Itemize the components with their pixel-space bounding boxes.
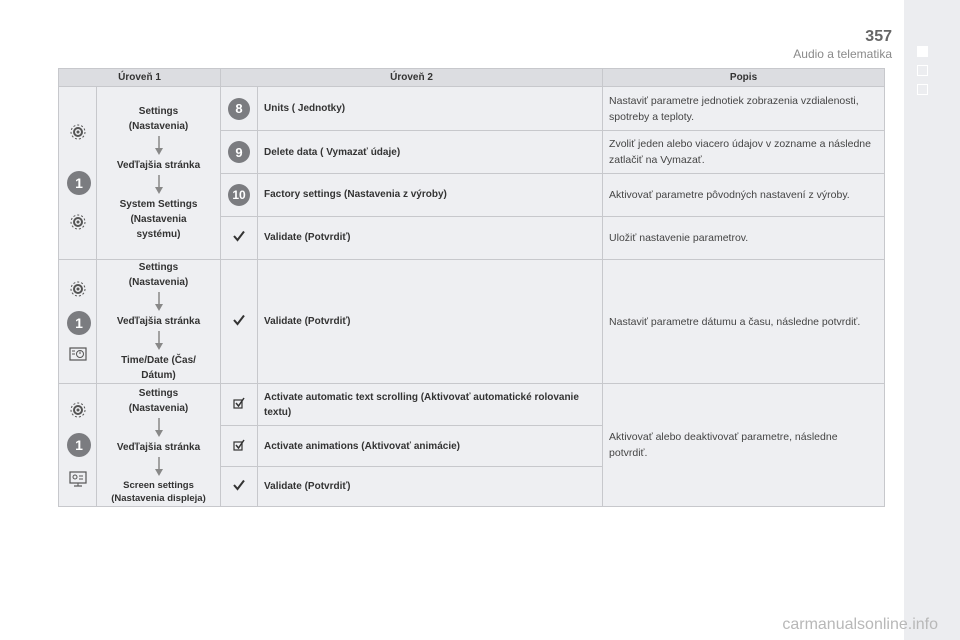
level1-item: Settings: [138, 262, 179, 273]
row-marker: [221, 216, 258, 259]
row-marker: [221, 87, 258, 131]
level1-item: (Nastavenia): [128, 277, 189, 288]
level1-item: systému): [136, 229, 181, 240]
level1-item: Veďľajšia stránka: [116, 441, 201, 453]
arrow-down-icon: [153, 418, 165, 438]
level2-label: Validate (Potvrdiť): [258, 216, 603, 259]
level2-label: Activate animations (Aktivovať animácie): [258, 426, 603, 466]
row-marker: [221, 384, 258, 426]
level1-item: (Nastavenia: [130, 214, 187, 225]
settings-icon: [69, 401, 87, 419]
level1-item: Veďľajšia stránka: [116, 160, 201, 171]
table-header: [59, 69, 885, 87]
row-description: Nastaviť parametre dátumu a času, následne potvrdiť.: [603, 260, 885, 384]
tab-marker-empty: [917, 65, 928, 76]
level1-item: Screen settings: [123, 479, 194, 491]
level1-item: (Nastavenia): [128, 121, 189, 132]
clock-icon: [69, 345, 87, 363]
row-marker: [221, 174, 258, 217]
checkbox-checked-icon: [233, 439, 245, 451]
level1-item: (Nastavenia displeja): [111, 492, 206, 504]
table-row: [59, 384, 885, 426]
level-badge: 1: [67, 311, 91, 335]
level1-item: Dátum): [141, 370, 176, 381]
settings-icon: [69, 213, 87, 231]
row-description: Aktivovať parametre pôvodných nastavení z výroby.: [603, 174, 885, 217]
level1-path: [97, 384, 221, 507]
section-title: Audio a telematika: [793, 47, 892, 61]
row-description: Aktivovať alebo deaktivovať parametre, následne potvrdiť.: [603, 384, 885, 507]
level1-item: Settings: [138, 387, 179, 399]
row-description: Uložiť nastavenie parametrov.: [603, 216, 885, 259]
header-level2: Úroveň 2: [221, 69, 603, 87]
level1-item: Settings: [138, 106, 179, 117]
page-number: 357: [865, 28, 892, 45]
row-marker: [221, 260, 258, 384]
row-description: Nastaviť parametre jednotiek zobrazenia vzdialenosti, spotreby a teploty.: [603, 87, 885, 131]
checkmark-icon: [233, 479, 245, 491]
checkmark-icon: [233, 314, 245, 326]
level2-label: Validate (Potvrdiť): [258, 260, 603, 384]
step-number-badge: 10: [228, 184, 250, 206]
icon-column: [59, 87, 97, 260]
level2-label: Validate (Potvrdiť): [258, 466, 603, 506]
level1-item: (Nastavenia): [128, 402, 189, 414]
level2-label: Units ( Jednotky): [258, 87, 603, 131]
arrow-down-icon: [153, 175, 165, 195]
arrow-down-icon: [153, 136, 165, 156]
level1-path: [97, 260, 221, 384]
level2-label: Factory settings (Nastavenia z výroby): [258, 174, 603, 217]
tab-marker-empty: [917, 84, 928, 95]
level1-path: [97, 87, 221, 260]
row-description: Zvoliť jeden alebo viacero údajov v zozname a následne zatlačiť na Vymazať.: [603, 131, 885, 174]
arrow-down-icon: [153, 292, 165, 312]
checkmark-icon: [233, 230, 245, 242]
arrow-down-icon: [153, 457, 165, 477]
header-description: Popis: [603, 69, 885, 87]
icon-column: [59, 384, 97, 507]
checkbox-checked-icon: [233, 397, 245, 409]
row-marker: [221, 466, 258, 506]
settings-icon: [69, 280, 87, 298]
level1-item: Veďľajšia stránka: [116, 316, 201, 327]
settings-icon: [69, 123, 87, 141]
watermark: carmanualsonline.info: [782, 616, 938, 633]
side-tab-bar: [904, 0, 960, 640]
level2-label: Activate automatic text scrolling (Aktivovať automatické rolovanie textu): [258, 384, 603, 426]
level-badge: 1: [67, 433, 91, 457]
screen-icon: [69, 470, 87, 488]
level-badge: 1: [67, 171, 91, 195]
level2-label: Delete data ( Vymazať údaje): [258, 131, 603, 174]
tab-marker-filled: [917, 46, 928, 57]
step-number-badge: 8: [228, 98, 250, 120]
table-row: [59, 87, 885, 131]
level1-item: Time/Date (Čas/: [121, 355, 196, 366]
table-row: [59, 260, 885, 384]
step-number-badge: 9: [228, 141, 250, 163]
row-marker: [221, 131, 258, 174]
level1-item: System Settings: [119, 199, 198, 210]
icon-column: [59, 260, 97, 384]
arrow-down-icon: [153, 331, 165, 351]
header-level1: Úroveň 1: [59, 69, 221, 87]
row-marker: [221, 426, 258, 466]
settings-table: [58, 68, 885, 507]
